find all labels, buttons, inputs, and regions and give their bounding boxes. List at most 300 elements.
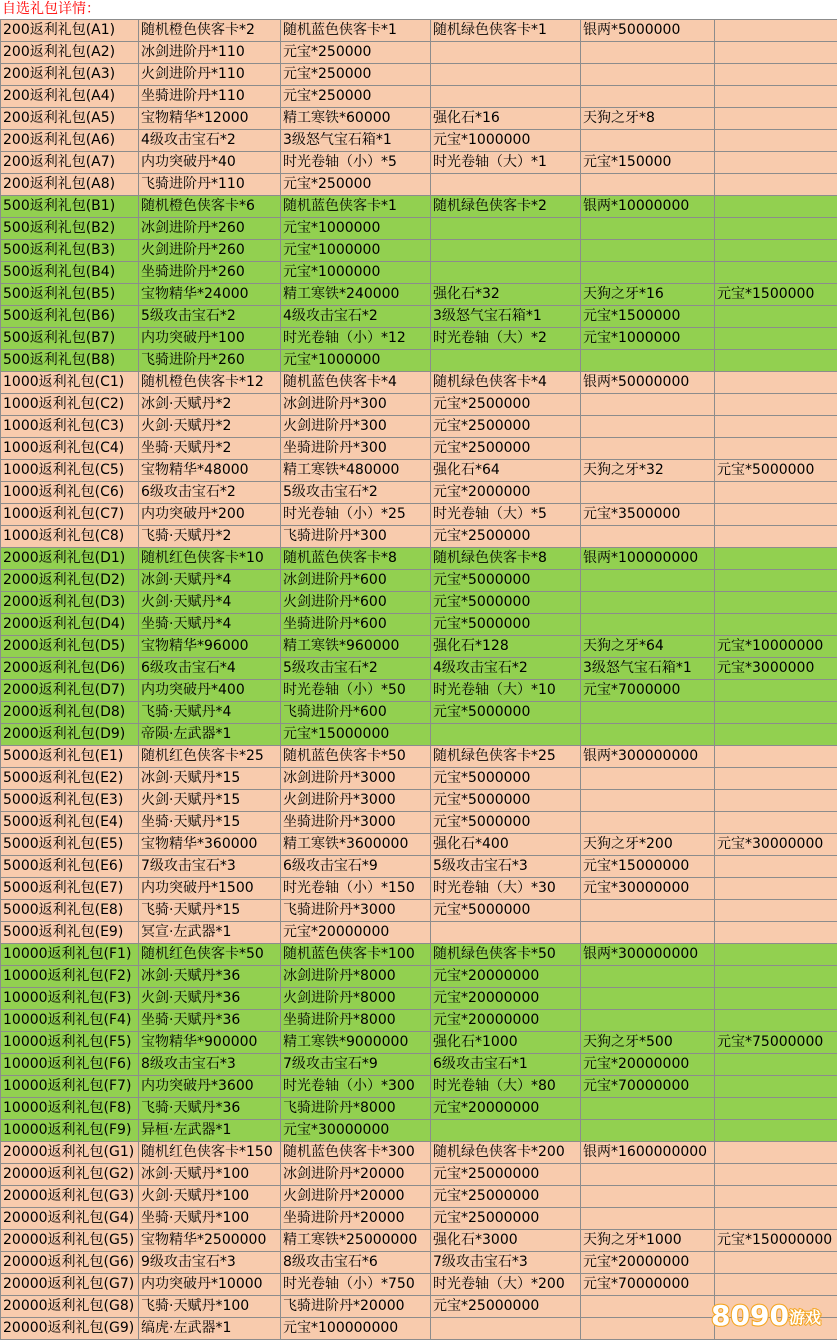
reward-cell[interactable] <box>715 328 837 350</box>
pack-name-cell[interactable]: 200返利礼包(A6) <box>1 130 139 152</box>
reward-cell[interactable] <box>581 394 715 416</box>
pack-name-cell[interactable]: 2000返利礼包(D5) <box>1 636 139 658</box>
reward-cell[interactable]: 时光卷轴（大）*1 <box>431 152 581 174</box>
reward-cell[interactable] <box>715 1098 837 1120</box>
reward-cell[interactable]: 元宝*25000000 <box>431 1164 581 1186</box>
reward-cell[interactable]: 精工寒铁*9000000 <box>281 1032 431 1054</box>
reward-cell[interactable]: 元宝*5000000 <box>431 768 581 790</box>
reward-cell[interactable] <box>715 1076 837 1098</box>
reward-cell[interactable] <box>581 86 715 108</box>
pack-name-cell[interactable]: 2000返利礼包(D7) <box>1 680 139 702</box>
reward-cell[interactable]: 元宝*5000000 <box>431 790 581 812</box>
pack-name-cell[interactable]: 2000返利礼包(D4) <box>1 614 139 636</box>
reward-cell[interactable] <box>715 702 837 724</box>
reward-cell[interactable]: 飞骑·天赋丹*15 <box>139 900 281 922</box>
reward-cell[interactable]: 飞骑·天赋丹*36 <box>139 1098 281 1120</box>
reward-cell[interactable]: 坐骑·天赋丹*2 <box>139 438 281 460</box>
reward-cell[interactable] <box>581 1010 715 1032</box>
reward-cell[interactable]: 强化石*400 <box>431 834 581 856</box>
reward-cell[interactable] <box>715 394 837 416</box>
reward-cell[interactable]: 元宝*70000000 <box>581 1274 715 1296</box>
reward-cell[interactable] <box>581 790 715 812</box>
pack-name-cell[interactable]: 200返利礼包(A4) <box>1 86 139 108</box>
reward-cell[interactable] <box>581 438 715 460</box>
reward-cell[interactable]: 元宝*1000000 <box>281 218 431 240</box>
reward-cell[interactable]: 随机红色侠客卡*150 <box>139 1142 281 1164</box>
reward-cell[interactable] <box>431 1318 581 1340</box>
reward-cell[interactable] <box>431 174 581 196</box>
reward-cell[interactable] <box>581 42 715 64</box>
reward-cell[interactable]: 9级攻击宝石*3 <box>139 1252 281 1274</box>
reward-cell[interactable]: 冰剑进阶丹*3000 <box>281 768 431 790</box>
reward-cell[interactable]: 坐骑·天赋丹*100 <box>139 1208 281 1230</box>
reward-cell[interactable]: 冰剑进阶丹*300 <box>281 394 431 416</box>
reward-cell[interactable]: 元宝*100000000 <box>281 1318 431 1340</box>
reward-cell[interactable] <box>431 1120 581 1142</box>
reward-cell[interactable] <box>715 570 837 592</box>
reward-cell[interactable]: 飞骑进阶丹*3000 <box>281 900 431 922</box>
pack-name-cell[interactable]: 500返利礼包(B4) <box>1 262 139 284</box>
reward-cell[interactable] <box>715 482 837 504</box>
reward-cell[interactable]: 天狗之牙*64 <box>581 636 715 658</box>
reward-cell[interactable]: 强化石*64 <box>431 460 581 482</box>
reward-cell[interactable]: 元宝*2500000 <box>431 438 581 460</box>
reward-cell[interactable]: 7级攻击宝石*3 <box>139 856 281 878</box>
reward-cell[interactable]: 元宝*5000000 <box>431 702 581 724</box>
pack-name-cell[interactable]: 20000返利礼包(G5) <box>1 1230 139 1252</box>
pack-name-cell[interactable]: 1000返利礼包(C2) <box>1 394 139 416</box>
pack-name-cell[interactable]: 10000返利礼包(F8) <box>1 1098 139 1120</box>
reward-cell[interactable]: 随机蓝色侠客卡*4 <box>281 372 431 394</box>
reward-cell[interactable]: 元宝*1500000 <box>715 284 837 306</box>
reward-cell[interactable]: 坐骑进阶丹*8000 <box>281 1010 431 1032</box>
reward-cell[interactable] <box>715 790 837 812</box>
reward-cell[interactable] <box>715 922 837 944</box>
reward-cell[interactable] <box>715 768 837 790</box>
reward-cell[interactable]: 冰剑进阶丹*20000 <box>281 1164 431 1186</box>
reward-cell[interactable]: 5级攻击宝石*3 <box>431 856 581 878</box>
pack-name-cell[interactable]: 10000返利礼包(F2) <box>1 966 139 988</box>
reward-cell[interactable] <box>715 592 837 614</box>
reward-cell[interactable]: 银两*50000000 <box>581 372 715 394</box>
reward-cell[interactable]: 元宝*3000000 <box>715 658 837 680</box>
pack-name-cell[interactable]: 2000返利礼包(D1) <box>1 548 139 570</box>
reward-cell[interactable]: 缟虎·左武器*1 <box>139 1318 281 1340</box>
reward-cell[interactable]: 帝陨·左武器*1 <box>139 724 281 746</box>
reward-cell[interactable] <box>715 262 837 284</box>
reward-cell[interactable]: 随机橙色侠客卡*6 <box>139 196 281 218</box>
reward-cell[interactable] <box>715 1186 837 1208</box>
pack-name-cell[interactable]: 2000返利礼包(D6) <box>1 658 139 680</box>
pack-name-cell[interactable]: 10000返利礼包(F9) <box>1 1120 139 1142</box>
reward-cell[interactable] <box>715 504 837 526</box>
reward-cell[interactable]: 火剑进阶丹*600 <box>281 592 431 614</box>
reward-cell[interactable] <box>715 174 837 196</box>
reward-cell[interactable]: 随机绿色侠客卡*25 <box>431 746 581 768</box>
reward-cell[interactable] <box>715 614 837 636</box>
reward-cell[interactable] <box>715 1120 837 1142</box>
reward-cell[interactable]: 元宝*5000000 <box>431 900 581 922</box>
reward-cell[interactable]: 随机蓝色侠客卡*300 <box>281 1142 431 1164</box>
reward-cell[interactable] <box>581 900 715 922</box>
reward-cell[interactable]: 元宝*20000000 <box>431 966 581 988</box>
reward-cell[interactable]: 冰剑进阶丹*110 <box>139 42 281 64</box>
reward-cell[interactable] <box>431 218 581 240</box>
reward-cell[interactable]: 6级攻击宝石*1 <box>431 1054 581 1076</box>
reward-cell[interactable]: 天狗之牙*32 <box>581 460 715 482</box>
reward-cell[interactable] <box>715 196 837 218</box>
pack-name-cell[interactable]: 10000返利礼包(F4) <box>1 1010 139 1032</box>
reward-cell[interactable] <box>715 680 837 702</box>
reward-cell[interactable]: 天狗之牙*200 <box>581 834 715 856</box>
pack-name-cell[interactable]: 2000返利礼包(D9) <box>1 724 139 746</box>
pack-name-cell[interactable]: 20000返利礼包(G1) <box>1 1142 139 1164</box>
pack-name-cell[interactable]: 500返利礼包(B2) <box>1 218 139 240</box>
reward-cell[interactable]: 元宝*15000000 <box>281 724 431 746</box>
reward-cell[interactable] <box>581 812 715 834</box>
reward-cell[interactable]: 元宝*150000 <box>581 152 715 174</box>
reward-cell[interactable]: 火剑·天赋丹*36 <box>139 988 281 1010</box>
pack-name-cell[interactable]: 2000返利礼包(D8) <box>1 702 139 724</box>
reward-cell[interactable]: 元宝*1500000 <box>581 306 715 328</box>
reward-cell[interactable]: 火剑·天赋丹*4 <box>139 592 281 614</box>
pack-name-cell[interactable]: 1000返利礼包(C1) <box>1 372 139 394</box>
reward-cell[interactable] <box>581 966 715 988</box>
reward-cell[interactable]: 元宝*5000000 <box>431 570 581 592</box>
pack-name-cell[interactable]: 500返利礼包(B1) <box>1 196 139 218</box>
reward-cell[interactable]: 火剑进阶丹*110 <box>139 64 281 86</box>
reward-cell[interactable]: 元宝*250000 <box>281 64 431 86</box>
reward-cell[interactable]: 随机蓝色侠客卡*50 <box>281 746 431 768</box>
reward-cell[interactable] <box>581 570 715 592</box>
reward-cell[interactable]: 3级怒气宝石箱*1 <box>581 658 715 680</box>
reward-cell[interactable]: 内功突破丹*40 <box>139 152 281 174</box>
reward-cell[interactable]: 随机蓝色侠客卡*1 <box>281 20 431 42</box>
reward-cell[interactable]: 内功突破丹*200 <box>139 504 281 526</box>
reward-cell[interactable]: 随机绿色侠客卡*8 <box>431 548 581 570</box>
reward-cell[interactable] <box>581 702 715 724</box>
reward-cell[interactable]: 7级攻击宝石*3 <box>431 1252 581 1274</box>
reward-cell[interactable]: 时光卷轴（小）*5 <box>281 152 431 174</box>
reward-cell[interactable] <box>715 1252 837 1274</box>
reward-cell[interactable]: 宝物精华*24000 <box>139 284 281 306</box>
reward-cell[interactable]: 火剑·天赋丹*15 <box>139 790 281 812</box>
pack-name-cell[interactable]: 20000返利礼包(G2) <box>1 1164 139 1186</box>
reward-cell[interactable] <box>581 1208 715 1230</box>
reward-cell[interactable]: 时光卷轴（小）*750 <box>281 1274 431 1296</box>
reward-cell[interactable]: 坐骑进阶丹*300 <box>281 438 431 460</box>
reward-cell[interactable]: 天狗之牙*1000 <box>581 1230 715 1252</box>
reward-cell[interactable]: 时光卷轴（小）*300 <box>281 1076 431 1098</box>
reward-cell[interactable] <box>581 350 715 372</box>
reward-cell[interactable] <box>581 592 715 614</box>
reward-cell[interactable]: 飞骑进阶丹*600 <box>281 702 431 724</box>
reward-cell[interactable]: 随机蓝色侠客卡*100 <box>281 944 431 966</box>
reward-cell[interactable]: 随机红色侠客卡*25 <box>139 746 281 768</box>
reward-cell[interactable]: 天狗之牙*500 <box>581 1032 715 1054</box>
reward-cell[interactable] <box>715 152 837 174</box>
reward-cell[interactable]: 3级怒气宝石箱*1 <box>281 130 431 152</box>
reward-cell[interactable]: 随机绿色侠客卡*1 <box>431 20 581 42</box>
pack-name-cell[interactable]: 1000返利礼包(C3) <box>1 416 139 438</box>
pack-name-cell[interactable]: 5000返利礼包(E8) <box>1 900 139 922</box>
reward-cell[interactable]: 元宝*20000000 <box>431 1098 581 1120</box>
reward-cell[interactable]: 坐骑·天赋丹*4 <box>139 614 281 636</box>
reward-cell[interactable] <box>431 86 581 108</box>
reward-cell[interactable]: 元宝*7000000 <box>581 680 715 702</box>
reward-cell[interactable]: 火剑·天赋丹*100 <box>139 1186 281 1208</box>
pack-name-cell[interactable]: 200返利礼包(A3) <box>1 64 139 86</box>
reward-cell[interactable]: 元宝*25000000 <box>431 1186 581 1208</box>
reward-cell[interactable] <box>715 1208 837 1230</box>
reward-cell[interactable] <box>715 548 837 570</box>
reward-cell[interactable] <box>715 64 837 86</box>
reward-cell[interactable]: 随机蓝色侠客卡*1 <box>281 196 431 218</box>
pack-name-cell[interactable]: 1000返利礼包(C6) <box>1 482 139 504</box>
reward-cell[interactable] <box>715 1054 837 1076</box>
pack-name-cell[interactable]: 20000返利礼包(G3) <box>1 1186 139 1208</box>
reward-cell[interactable] <box>715 86 837 108</box>
reward-cell[interactable]: 时光卷轴（大）*2 <box>431 328 581 350</box>
reward-cell[interactable]: 飞骑进阶丹*20000 <box>281 1296 431 1318</box>
reward-cell[interactable]: 强化石*1000 <box>431 1032 581 1054</box>
reward-cell[interactable]: 8级攻击宝石*6 <box>281 1252 431 1274</box>
reward-cell[interactable] <box>715 812 837 834</box>
reward-cell[interactable]: 火剑进阶丹*20000 <box>281 1186 431 1208</box>
reward-cell[interactable]: 元宝*70000000 <box>581 1076 715 1098</box>
reward-cell[interactable]: 冰剑·天赋丹*100 <box>139 1164 281 1186</box>
reward-cell[interactable]: 时光卷轴（小）*150 <box>281 878 431 900</box>
reward-cell[interactable] <box>581 218 715 240</box>
pack-name-cell[interactable]: 200返利礼包(A7) <box>1 152 139 174</box>
reward-cell[interactable]: 时光卷轴（大）*5 <box>431 504 581 526</box>
pack-name-cell[interactable]: 5000返利礼包(E1) <box>1 746 139 768</box>
reward-cell[interactable] <box>581 1296 715 1318</box>
pack-name-cell[interactable]: 1000返利礼包(C4) <box>1 438 139 460</box>
pack-name-cell[interactable]: 500返利礼包(B3) <box>1 240 139 262</box>
reward-cell[interactable]: 元宝*30000000 <box>581 878 715 900</box>
reward-cell[interactable]: 时光卷轴（小）*12 <box>281 328 431 350</box>
pack-name-cell[interactable]: 20000返利礼包(G4) <box>1 1208 139 1230</box>
reward-cell[interactable] <box>715 526 837 548</box>
reward-cell[interactable] <box>715 944 837 966</box>
reward-cell[interactable]: 元宝*3500000 <box>581 504 715 526</box>
reward-cell[interactable] <box>715 108 837 130</box>
reward-cell[interactable]: 内功突破丹*400 <box>139 680 281 702</box>
reward-cell[interactable] <box>581 1318 715 1340</box>
reward-cell[interactable]: 时光卷轴（大）*10 <box>431 680 581 702</box>
pack-name-cell[interactable]: 5000返利礼包(E9) <box>1 922 139 944</box>
reward-cell[interactable]: 强化石*3000 <box>431 1230 581 1252</box>
reward-cell[interactable]: 随机橙色侠客卡*12 <box>139 372 281 394</box>
reward-cell[interactable] <box>715 988 837 1010</box>
reward-cell[interactable]: 精工寒铁*240000 <box>281 284 431 306</box>
reward-cell[interactable]: 内功突破丹*100 <box>139 328 281 350</box>
reward-cell[interactable]: 冰剑·天赋丹*4 <box>139 570 281 592</box>
reward-cell[interactable] <box>581 240 715 262</box>
reward-cell[interactable]: 宝物精华*96000 <box>139 636 281 658</box>
reward-cell[interactable]: 元宝*20000000 <box>431 1010 581 1032</box>
reward-cell[interactable] <box>581 64 715 86</box>
reward-cell[interactable]: 火剑进阶丹*260 <box>139 240 281 262</box>
reward-cell[interactable]: 元宝*5000000 <box>715 460 837 482</box>
reward-cell[interactable]: 元宝*1000000 <box>281 240 431 262</box>
reward-cell[interactable]: 元宝*2500000 <box>431 416 581 438</box>
pack-name-cell[interactable]: 10000返利礼包(F6) <box>1 1054 139 1076</box>
reward-cell[interactable]: 坐骑进阶丹*600 <box>281 614 431 636</box>
reward-cell[interactable]: 5级攻击宝石*2 <box>139 306 281 328</box>
reward-cell[interactable]: 元宝*75000000 <box>715 1032 837 1054</box>
reward-cell[interactable] <box>715 20 837 42</box>
reward-cell[interactable]: 随机绿色侠客卡*4 <box>431 372 581 394</box>
reward-cell[interactable]: 天狗之牙*8 <box>581 108 715 130</box>
reward-cell[interactable] <box>431 350 581 372</box>
reward-cell[interactable]: 元宝*25000000 <box>431 1208 581 1230</box>
reward-cell[interactable] <box>431 922 581 944</box>
reward-cell[interactable] <box>431 42 581 64</box>
pack-name-cell[interactable]: 5000返利礼包(E3) <box>1 790 139 812</box>
reward-cell[interactable]: 宝物精华*2500000 <box>139 1230 281 1252</box>
reward-cell[interactable]: 4级攻击宝石*2 <box>281 306 431 328</box>
reward-cell[interactable]: 精工寒铁*3600000 <box>281 834 431 856</box>
reward-cell[interactable]: 精工寒铁*480000 <box>281 460 431 482</box>
reward-cell[interactable]: 冰剑·天赋丹*36 <box>139 966 281 988</box>
reward-cell[interactable] <box>581 1186 715 1208</box>
reward-cell[interactable]: 元宝*20000000 <box>431 988 581 1010</box>
reward-cell[interactable]: 冰剑进阶丹*600 <box>281 570 431 592</box>
pack-name-cell[interactable]: 500返利礼包(B8) <box>1 350 139 372</box>
reward-cell[interactable]: 冰剑进阶丹*8000 <box>281 966 431 988</box>
reward-cell[interactable] <box>581 768 715 790</box>
reward-cell[interactable]: 内功突破丹*1500 <box>139 878 281 900</box>
reward-cell[interactable] <box>715 1010 837 1032</box>
reward-cell[interactable]: 元宝*20000000 <box>581 1252 715 1274</box>
reward-cell[interactable]: 精工寒铁*25000000 <box>281 1230 431 1252</box>
reward-cell[interactable]: 4级攻击宝石*2 <box>431 658 581 680</box>
reward-cell[interactable] <box>715 1142 837 1164</box>
reward-cell[interactable]: 时光卷轴（小）*50 <box>281 680 431 702</box>
reward-cell[interactable] <box>581 922 715 944</box>
reward-cell[interactable]: 飞骑·天赋丹*4 <box>139 702 281 724</box>
reward-cell[interactable]: 火剑·天赋丹*2 <box>139 416 281 438</box>
reward-cell[interactable]: 元宝*2500000 <box>431 526 581 548</box>
reward-cell[interactable]: 时光卷轴（大）*200 <box>431 1274 581 1296</box>
reward-cell[interactable]: 5级攻击宝石*2 <box>281 658 431 680</box>
pack-name-cell[interactable]: 10000返利礼包(F3) <box>1 988 139 1010</box>
reward-cell[interactable]: 飞骑进阶丹*260 <box>139 350 281 372</box>
reward-cell[interactable] <box>715 878 837 900</box>
reward-cell[interactable]: 元宝*25000000 <box>431 1296 581 1318</box>
pack-name-cell[interactable]: 20000返利礼包(G6) <box>1 1252 139 1274</box>
reward-cell[interactable]: 随机绿色侠客卡*200 <box>431 1142 581 1164</box>
pack-name-cell[interactable]: 5000返利礼包(E5) <box>1 834 139 856</box>
reward-cell[interactable]: 银两*300000000 <box>581 944 715 966</box>
reward-cell[interactable] <box>581 526 715 548</box>
pack-name-cell[interactable]: 10000返利礼包(F5) <box>1 1032 139 1054</box>
reward-cell[interactable]: 元宝*20000000 <box>281 922 431 944</box>
reward-cell[interactable] <box>581 988 715 1010</box>
reward-cell[interactable]: 元宝*15000000 <box>581 856 715 878</box>
reward-cell[interactable]: 随机橙色侠客卡*2 <box>139 20 281 42</box>
reward-cell[interactable] <box>715 746 837 768</box>
pack-name-cell[interactable]: 1000返利礼包(C7) <box>1 504 139 526</box>
reward-cell[interactable]: 随机绿色侠客卡*2 <box>431 196 581 218</box>
reward-cell[interactable] <box>581 614 715 636</box>
pack-name-cell[interactable]: 5000返利礼包(E7) <box>1 878 139 900</box>
pack-name-cell[interactable]: 20000返利礼包(G8) <box>1 1296 139 1318</box>
pack-name-cell[interactable]: 2000返利礼包(D2) <box>1 570 139 592</box>
pack-name-cell[interactable]: 10000返利礼包(F7) <box>1 1076 139 1098</box>
reward-cell[interactable] <box>715 218 837 240</box>
reward-cell[interactable]: 精工寒铁*60000 <box>281 108 431 130</box>
reward-cell[interactable]: 飞骑·天赋丹*100 <box>139 1296 281 1318</box>
pack-name-cell[interactable]: 5000返利礼包(E2) <box>1 768 139 790</box>
reward-cell[interactable]: 元宝*150000000 <box>715 1230 837 1252</box>
reward-cell[interactable]: 4级攻击宝石*2 <box>139 130 281 152</box>
reward-cell[interactable]: 飞骑进阶丹*300 <box>281 526 431 548</box>
reward-cell[interactable]: 飞骑进阶丹*8000 <box>281 1098 431 1120</box>
reward-cell[interactable]: 元宝*20000000 <box>581 1054 715 1076</box>
reward-cell[interactable]: 宝物精华*360000 <box>139 834 281 856</box>
reward-cell[interactable]: 天狗之牙*16 <box>581 284 715 306</box>
reward-cell[interactable] <box>715 350 837 372</box>
reward-cell[interactable] <box>581 1098 715 1120</box>
reward-cell[interactable]: 银两*100000000 <box>581 548 715 570</box>
reward-cell[interactable]: 8级攻击宝石*3 <box>139 1054 281 1076</box>
reward-cell[interactable]: 6级攻击宝石*9 <box>281 856 431 878</box>
reward-cell[interactable]: 内功突破丹*3600 <box>139 1076 281 1098</box>
pack-name-cell[interactable]: 20000返利礼包(G7) <box>1 1274 139 1296</box>
reward-cell[interactable]: 火剑进阶丹*300 <box>281 416 431 438</box>
reward-cell[interactable]: 随机红色侠客卡*50 <box>139 944 281 966</box>
reward-cell[interactable]: 冰剑·天赋丹*2 <box>139 394 281 416</box>
pack-name-cell[interactable]: 10000返利礼包(F1) <box>1 944 139 966</box>
reward-cell[interactable]: 宝物精华*900000 <box>139 1032 281 1054</box>
reward-cell[interactable]: 元宝*250000 <box>281 86 431 108</box>
pack-name-cell[interactable]: 200返利礼包(A2) <box>1 42 139 64</box>
reward-cell[interactable]: 元宝*1000000 <box>281 350 431 372</box>
pack-name-cell[interactable]: 200返利礼包(A1) <box>1 20 139 42</box>
pack-name-cell[interactable]: 200返利礼包(A8) <box>1 174 139 196</box>
pack-name-cell[interactable]: 500返利礼包(B7) <box>1 328 139 350</box>
reward-cell[interactable]: 随机绿色侠客卡*50 <box>431 944 581 966</box>
reward-cell[interactable] <box>715 372 837 394</box>
reward-cell[interactable] <box>581 1120 715 1142</box>
pack-name-cell[interactable]: 2000返利礼包(D3) <box>1 592 139 614</box>
pack-name-cell[interactable]: 500返利礼包(B6) <box>1 306 139 328</box>
reward-cell[interactable]: 银两*10000000 <box>581 196 715 218</box>
reward-cell[interactable]: 元宝*10000000 <box>715 636 837 658</box>
pack-name-cell[interactable]: 200返利礼包(A5) <box>1 108 139 130</box>
reward-cell[interactable]: 宝物精华*48000 <box>139 460 281 482</box>
reward-cell[interactable] <box>715 306 837 328</box>
reward-cell[interactable] <box>431 240 581 262</box>
pack-name-cell[interactable]: 1000返利礼包(C5) <box>1 460 139 482</box>
reward-cell[interactable]: 随机蓝色侠客卡*8 <box>281 548 431 570</box>
reward-cell[interactable]: 时光卷轴（大）*80 <box>431 1076 581 1098</box>
reward-cell[interactable]: 宝物精华*12000 <box>139 108 281 130</box>
reward-cell[interactable] <box>431 724 581 746</box>
reward-cell[interactable] <box>581 482 715 504</box>
reward-cell[interactable] <box>581 1164 715 1186</box>
reward-cell[interactable]: 元宝*1000000 <box>581 328 715 350</box>
reward-cell[interactable]: 时光卷轴（大）*30 <box>431 878 581 900</box>
reward-cell[interactable]: 5级攻击宝石*2 <box>281 482 431 504</box>
reward-cell[interactable] <box>715 42 837 64</box>
reward-cell[interactable]: 坐骑进阶丹*20000 <box>281 1208 431 1230</box>
reward-cell[interactable]: 元宝*30000000 <box>281 1120 431 1142</box>
reward-cell[interactable]: 坐骑·天赋丹*36 <box>139 1010 281 1032</box>
